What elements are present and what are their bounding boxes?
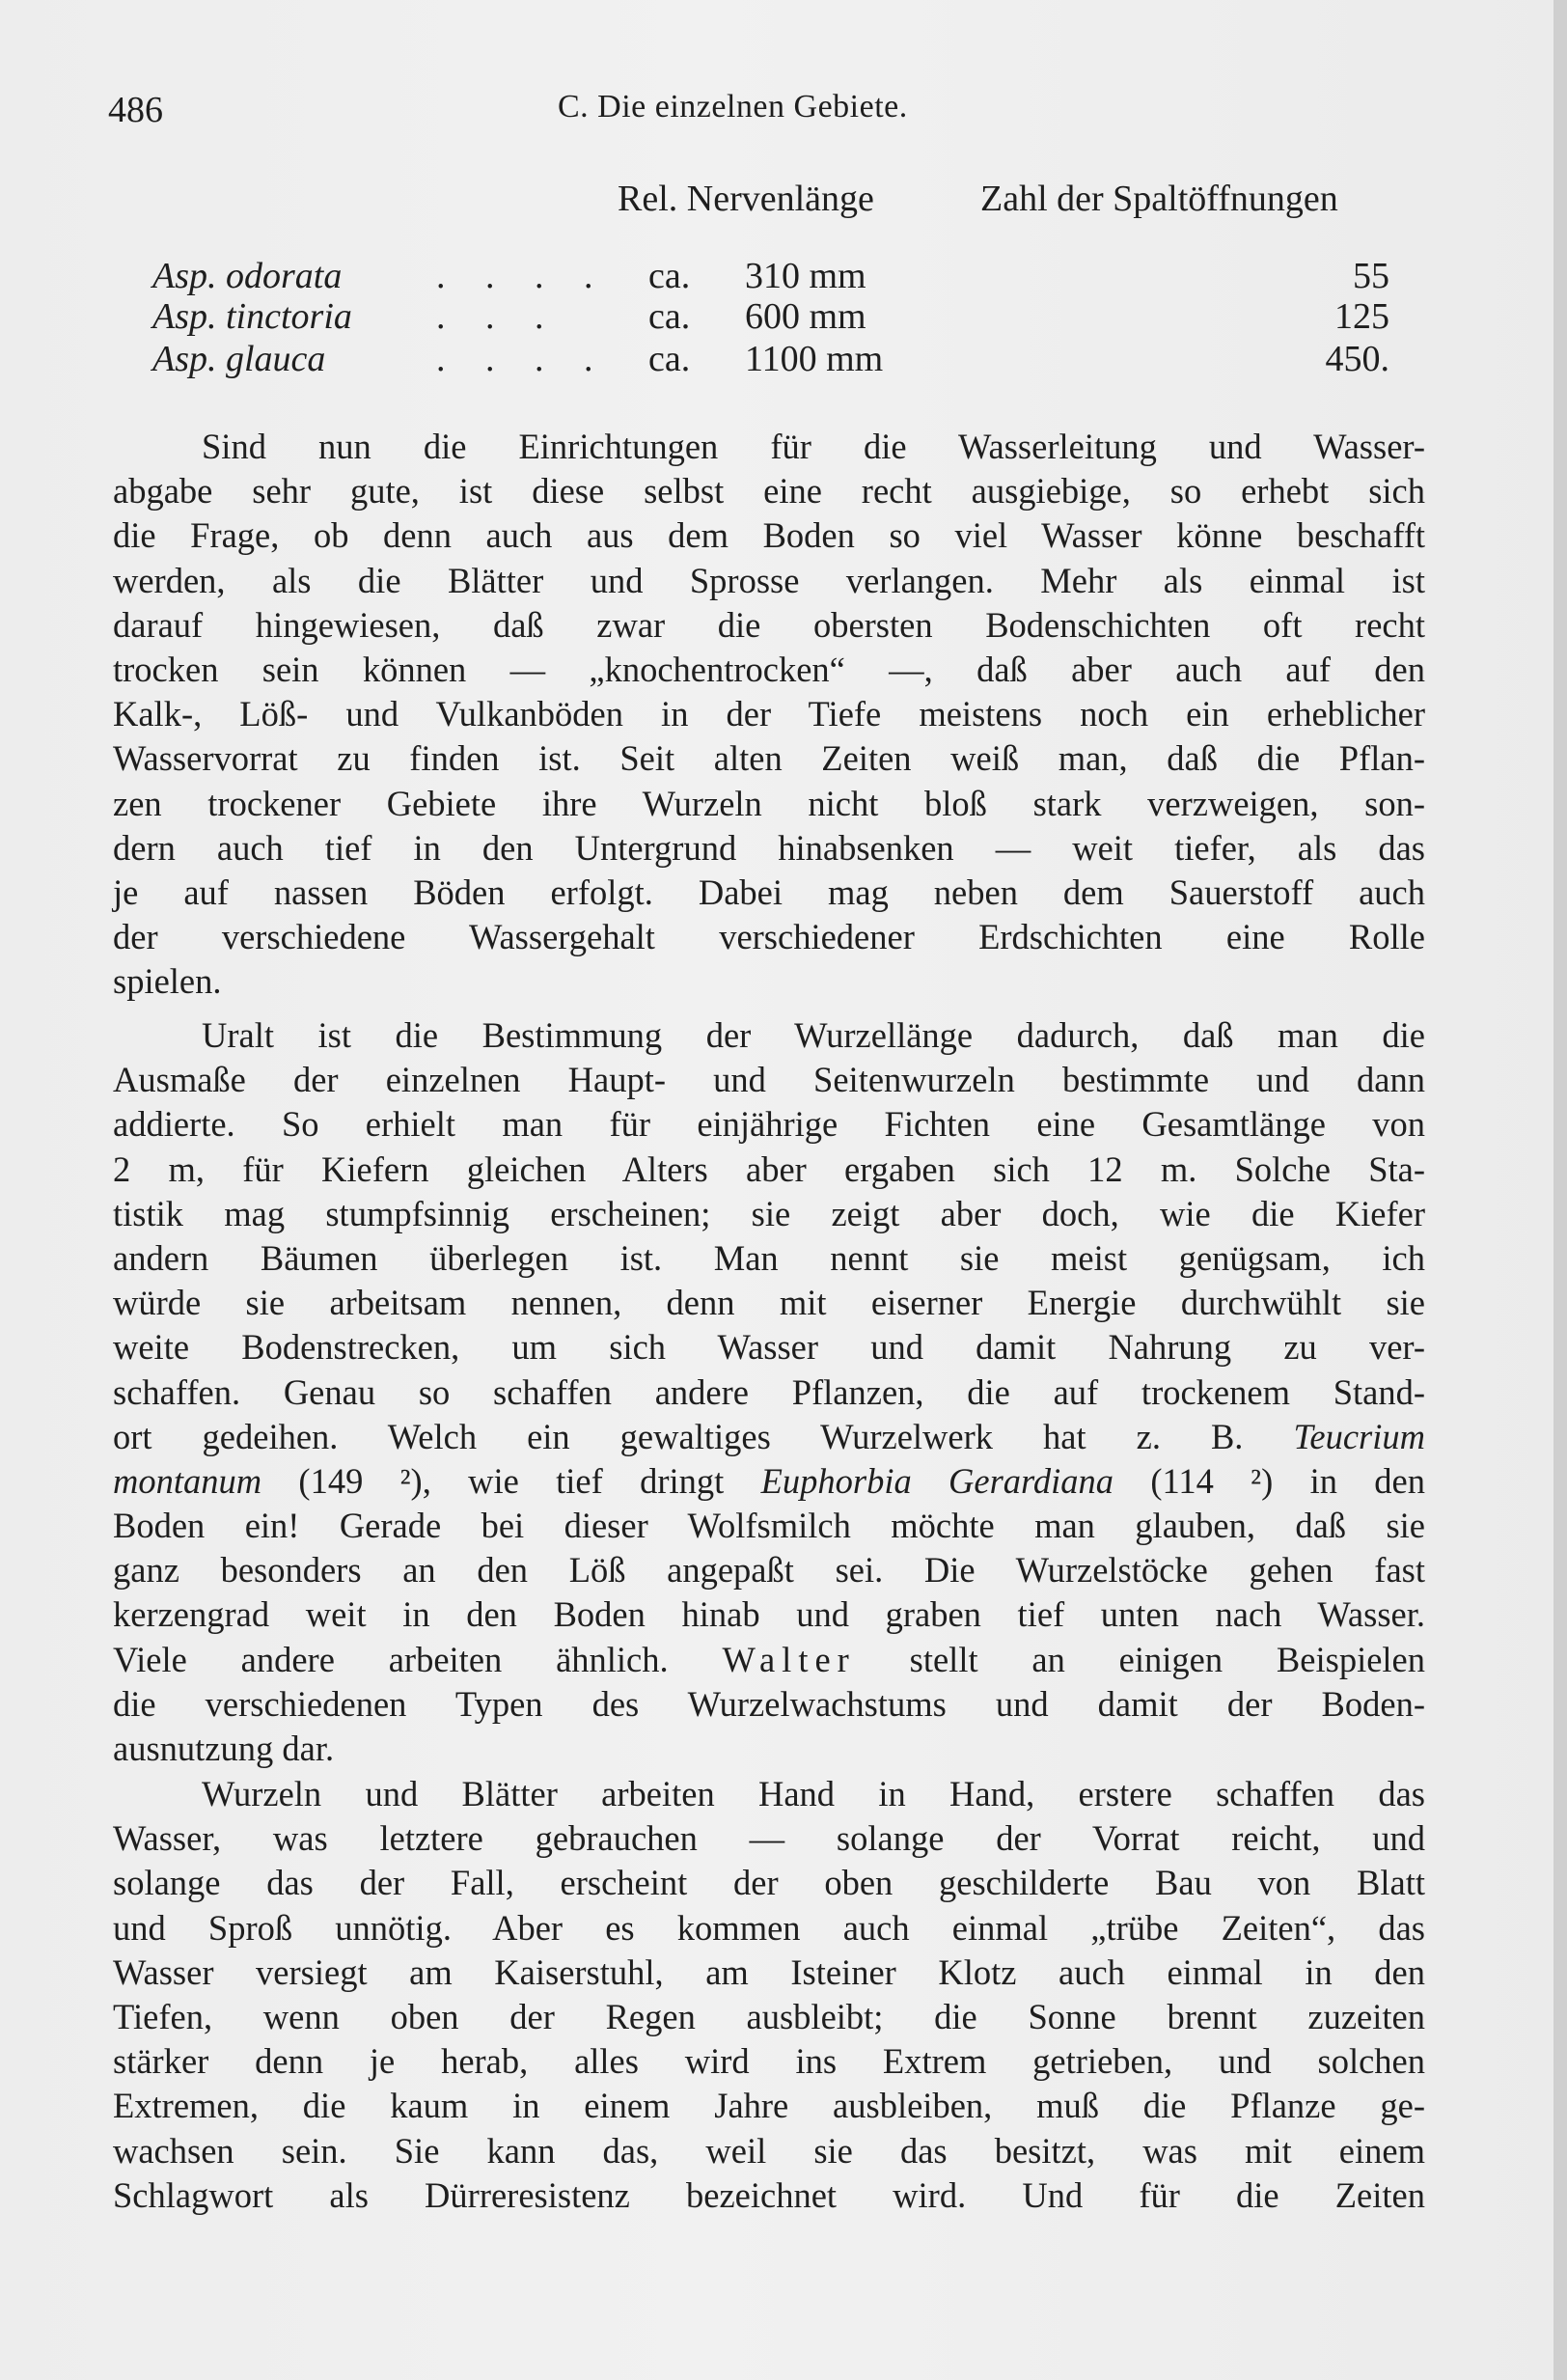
text-line: wachsen sein. Sie kann das, weil sie das besitzt, was mit einem: [113, 2130, 1425, 2171]
text-line: [113, 1459, 1425, 1504]
text-segment: (149 ²), wie tief dringt: [261, 1460, 761, 1501]
column-header-nerve-length: Rel. Nervenlänge: [618, 179, 874, 219]
text-line: dern auch tief in den Untergrund hinabsenken — weit tiefer, als das: [113, 827, 1425, 868]
stomata-count-value: 55: [1353, 256, 1389, 296]
text-line: Tiefen, wenn oben der Regen ausbleibt; die Sonne brennt zuzeiten: [113, 1996, 1425, 2036]
text-line: Ausmaße der einzelnen Haupt- und Seitenwurzeln bestimmte und dann: [113, 1060, 1425, 1100]
species-epithet: montanum: [113, 1460, 262, 1501]
genus-name: Teucrium: [1293, 1416, 1425, 1456]
text-line: [113, 1415, 1425, 1459]
stomata-count-value: 125: [1334, 296, 1389, 337]
species-name: Asp. odorata: [152, 256, 343, 296]
leader-dots: . . .: [436, 296, 560, 337]
circa-label: ca.: [648, 256, 691, 296]
text-line: ganz besonders an den Löß angepaßt sei. Die Wurzelstöcke gehen fast: [113, 1550, 1425, 1591]
circa-label: ca.: [648, 339, 691, 379]
circa-label: ca.: [648, 296, 691, 337]
text-line: je auf nassen Böden erfolgt. Dabei mag neben dem Sauerstoff auch: [113, 872, 1425, 912]
table-row: [0, 338, 1567, 380]
text-line: die Frage, ob denn auch aus dem Boden so viel Wasser könne beschafft: [113, 515, 1425, 556]
text-line: darauf hingewiesen, daß zwar die obersten Bodenschichten oft recht: [113, 604, 1425, 645]
table-row: [0, 255, 1567, 297]
text-line: weite Bodenstrecken, um sich Wasser und damit Nahrung zu ver-: [113, 1327, 1425, 1368]
text-line: 2 m, für Kiefern gleichen Alters aber ergaben sich 12 m. Solche Sta-: [113, 1148, 1425, 1189]
text-line: der verschiedene Wassergehalt verschiedener Erdschichten eine Rolle: [113, 917, 1425, 957]
text-line: spielen.: [113, 961, 222, 1002]
text-line: Boden ein! Gerade bei dieser Wolfsmilch möchte man glauben, daß sie: [113, 1506, 1425, 1546]
species-name-inline: Euphorbia Gerardiana: [760, 1460, 1114, 1501]
text-line: Uralt ist die Bestimmung der Wurzellänge dadurch, daß man die: [202, 1015, 1425, 1055]
species-name: Asp. tinctoria: [152, 296, 352, 337]
text-line: [113, 1638, 1425, 1682]
text-line: schaffen. Genau so schaffen andere Pflanzen, die auf trockenem Stand-: [113, 1371, 1425, 1412]
text-line: Wasser versiegt am Kaiserstuhl, am Isteiner Klotz auch einmal in den: [113, 1951, 1425, 1992]
text-segment: stellt an einigen Beispielen: [855, 1639, 1425, 1679]
paragraph-3: [113, 1772, 1425, 2218]
nerve-length-value: 310 mm: [745, 256, 866, 296]
text-line: kerzengrad weit in den Boden hinab und graben tief unten nach Wasser.: [113, 1594, 1425, 1635]
text-line: Extremen, die kaum in einem Jahre ausbleiben, muß die Pflanze ge-: [113, 2086, 1425, 2126]
text-line: tistik mag stumpfsinnig erscheinen; sie zeigt aber doch, wie die Kiefer: [113, 1193, 1425, 1233]
text-line: Kalk-, Löß- und Vulkanböden in der Tiefe meistens noch ein erheblicher: [113, 694, 1425, 734]
author-name: Walter: [722, 1639, 856, 1679]
text-line: andern Bäumen überlegen ist. Man nennt sie meist genügsam, ich: [113, 1237, 1425, 1278]
leader-dots: . . . .: [436, 256, 609, 296]
leader-dots: . . . .: [436, 339, 609, 379]
text-segment: ort gedeihen. Welch ein gewaltiges Wurzelwerk hat z. B.: [113, 1416, 1244, 1456]
text-line: die verschiedenen Typen des Wurzelwachstums und damit der Boden-: [113, 1683, 1425, 1724]
text-line: abgabe sehr gute, ist diese selbst eine recht ausgiebige, so erhebt sich: [113, 471, 1425, 512]
text-line: addierte. So erhielt man für einjährige Fichten eine Gesamtlänge von: [113, 1104, 1425, 1145]
text-line: Sind nun die Einrichtungen für die Wasserleitung und Wasser-: [202, 427, 1425, 466]
text-line: Wasser, was letztere gebrauchen — solange der Vorrat reicht, und: [113, 1818, 1425, 1859]
text-line: Wurzeln und Blätter arbeiten Hand in Hand, erstere schaffen das: [202, 1774, 1425, 1813]
text-line: solange das der Fall, erscheint der oben geschilderte Bau von Blatt: [113, 1863, 1425, 1903]
running-head: C. Die einzelnen Gebiete.: [558, 89, 908, 125]
page-number: 486: [108, 90, 163, 130]
column-header-stomata-count: Zahl der Spaltöffnungen: [980, 179, 1338, 219]
text-line: Schlagwort als Dürreresistenz bezeichnet wird. Und für die Zeiten: [113, 2174, 1425, 2215]
text-line: trocken sein können — „knochentrocken“ —, daß aber auch auf den: [113, 649, 1425, 689]
text-line: würde sie arbeitsam nennen, denn mit eiserner Energie durchwühlt sie: [113, 1283, 1425, 1323]
text-segment: Viele andere arbeiten ähnlich.: [113, 1639, 723, 1679]
species-name: Asp. glauca: [152, 339, 326, 379]
text-line: zen trockener Gebiete ihre Wurzeln nicht bloß stark verzweigen, son-: [113, 783, 1425, 823]
text-line: werden, als die Blätter und Sprosse verlangen. Mehr als einmal ist: [113, 560, 1425, 600]
text-segment: (114 ²) in den: [1113, 1460, 1425, 1501]
table-row: [0, 295, 1567, 338]
nerve-length-value: 1100 mm: [745, 339, 884, 379]
text-line: und Sproß unnötig. Aber es kommen auch einmal „trübe Zeiten“, das: [113, 1907, 1425, 1948]
text-line: stärker denn je herab, alles wird ins Extrem getrieben, und solchen: [113, 2041, 1425, 2082]
paragraph-2: [113, 1013, 1425, 1771]
stomata-count-value: 450.: [1325, 339, 1389, 379]
nerve-length-value: 600 mm: [745, 296, 866, 337]
page-header: [0, 89, 1567, 137]
text-line: Wasservorrat zu finden ist. Seit alten Zeiten weiß man, daß die Pflan-: [113, 738, 1425, 779]
paragraph-1: [113, 425, 1425, 1004]
text-line: ausnutzung dar.: [113, 1729, 335, 1768]
